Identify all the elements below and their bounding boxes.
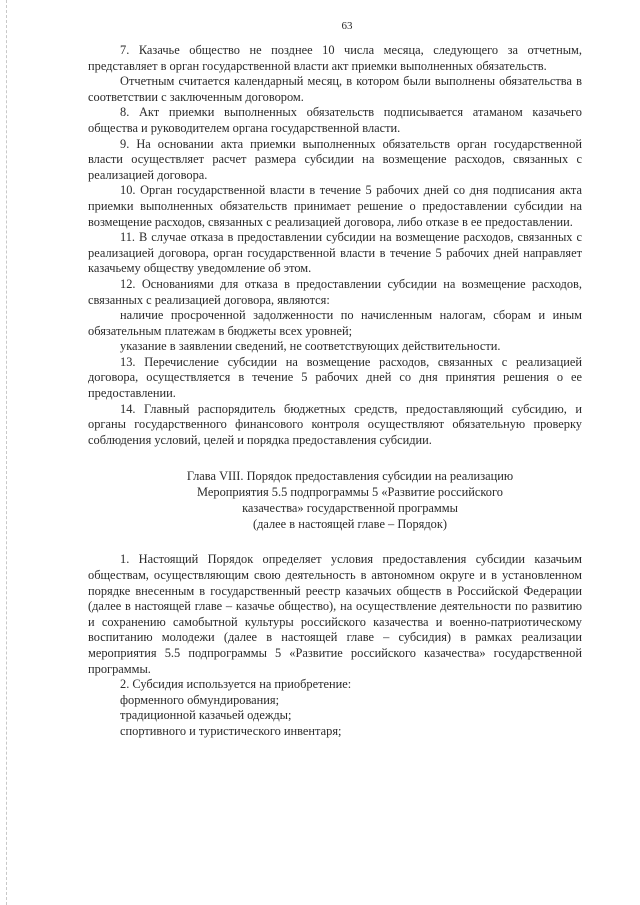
page-number: 63 xyxy=(341,20,353,32)
list-item: форменного обмундирования; xyxy=(120,692,280,707)
scan-edge-line xyxy=(6,0,8,905)
paragraph-12: 12. Основаниями для отказа в предоставлении субсидии на возмещение расходов, связанных с реализацией договора, являются: xyxy=(88,276,582,307)
chapter-heading xyxy=(88,468,582,532)
paragraph-order-2: 2. Субсидия используется на приобретение: xyxy=(120,677,352,692)
chapter-heading-line: Мероприятия 5.5 подпрограммы 5 «Развитие российского xyxy=(197,485,503,500)
section-bottom xyxy=(88,552,582,739)
list-item: спортивного и туристического инвентаря; xyxy=(120,723,342,738)
paragraph-7: 7. Казачье общество не позднее 10 числа месяца, следующего за отчетным, представляет в орган государственной власти акт приемки выполненных обязательств. xyxy=(88,43,582,73)
paragraph-12-reason-1: наличие просроченной задолженности по начисленным налогам, сборам и иным обязательным платежам в бюджеты всех уровней; xyxy=(88,308,582,338)
paragraph-12-reason-2: указание в заявлении сведений, не соответствующих действительности. xyxy=(120,339,501,354)
chapter-heading-line: казачества» государственной программы xyxy=(242,501,458,516)
paragraph-13: 13. Перечисление субсидии на возмещение расходов, связанных с реализацией договора, осуществляется в течение 5 рабочих дней со дня принятия решения о ее предоставлении. xyxy=(88,354,582,401)
paragraph-reporting-period: Отчетным считается календарный месяц, в котором были выполнены обязательства в соответствии с заключенным договором. xyxy=(88,74,582,104)
chapter-heading-line: Глава VIII. Порядок предоставления субсидии на реализацию xyxy=(186,469,514,484)
list-item: традиционной казачьей одежды; xyxy=(120,708,292,723)
paragraph-order-1: 1. Настоящий Порядок определяет условия предоставления субсидии казачьим обществам, осуществляющим свою деятельность в автономном округе и в установленном порядке внесенным в государственный реестр казачьих обществ в Российской Федерации (далее в настоящей главе – казачье общество), на осуществление деятельности по развитию и сохранению самобытной культуры российского казачества и военно-патриотическому воспитанию молодежи (далее в настоящей главе – субсидия) в рамках реализации мероприятия 5.5 подпрограммы 5 «Развитие российского казачества» государственной программы. xyxy=(88,552,582,676)
paragraph-11: 11. В случае отказа в предоставлении субсидии на возмещение расходов, связанных с реализацией договора, орган государственной власти в течение 5 рабочих дней направляет казачьему обществу уведомление об этом. xyxy=(88,230,582,276)
paragraph-9: 9. На основании акта приемки выполненных обязательств орган государственной власти осуществляет расчет размера субсидии на возмещение расходов, связанных с реализацией договора. xyxy=(88,136,582,182)
paragraph-14: 14. Главный распорядитель бюджетных средств, предоставляющий субсидию, и органы государственного финансового контроля осуществляют обязательную проверку соблюдения условий, целей и порядка предоставления субсидии. xyxy=(88,401,582,447)
chapter-heading-line: (далее в настоящей главе – Порядок) xyxy=(252,517,448,532)
paragraph-8: 8. Акт приемки выполненных обязательств подписывается атаманом казачьего общества и руководителем органа государственной власти. xyxy=(88,105,582,135)
section-top xyxy=(88,43,582,448)
paragraph-10: 10. Орган государственной власти в течение 5 рабочих дней со дня подписания акта приемки выполненных обязательств принимает решение о предоставлении субсидии на возмещение расходов, связанных с реализацией договора, либо отказе в ее предоставлении. xyxy=(88,183,582,229)
